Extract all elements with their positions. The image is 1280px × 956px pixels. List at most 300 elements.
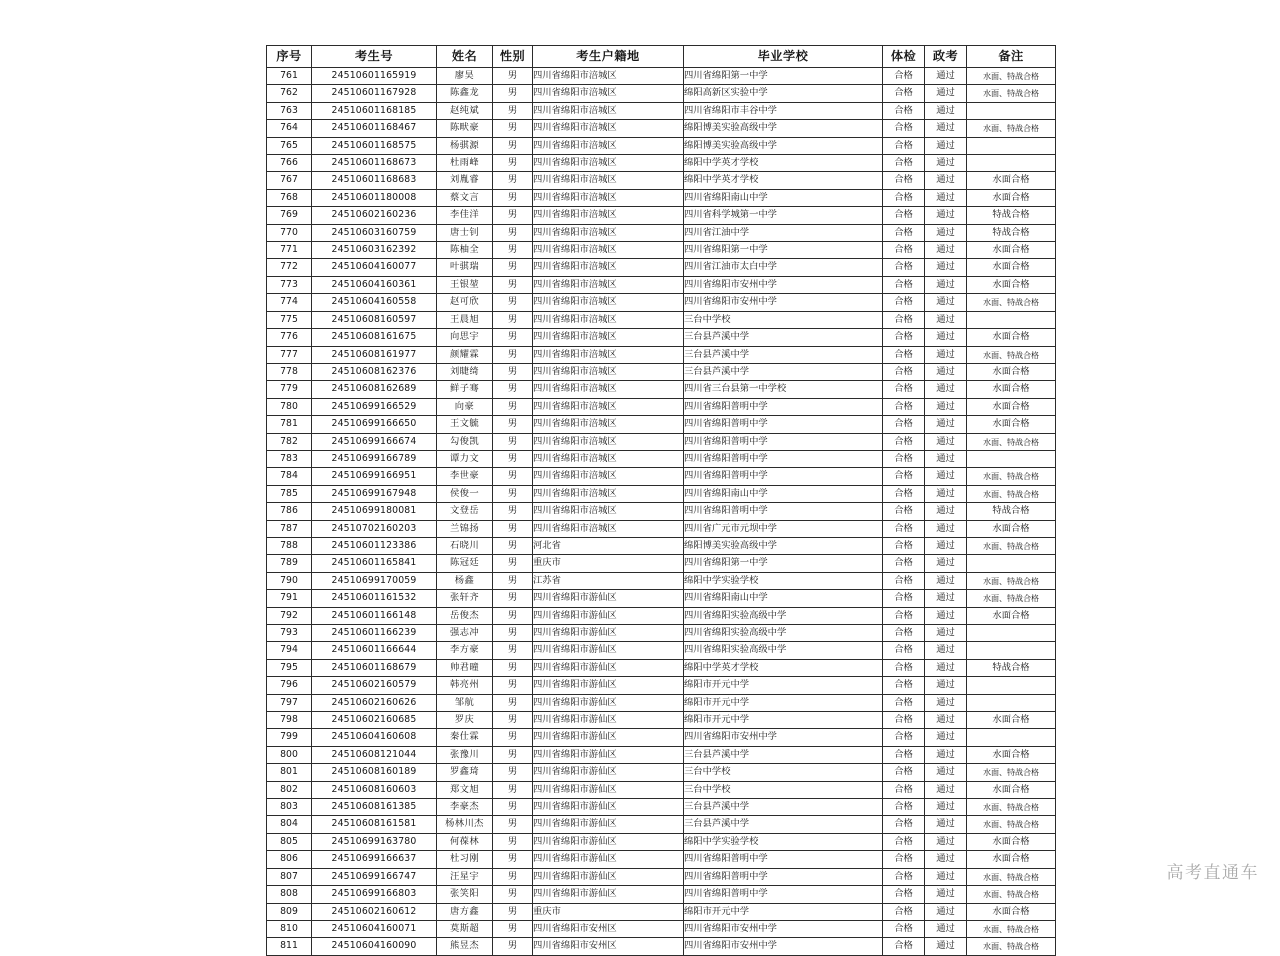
- cell-seq: 768: [267, 189, 312, 206]
- cell-domicile: 四川省绵阳市涪城区: [533, 242, 684, 259]
- cell-domicile: 四川省绵阳市安州区: [533, 920, 684, 937]
- table-row: [267, 363, 1056, 380]
- cell-remark: 水面、特战合格: [967, 799, 1056, 816]
- cell-name: 王银堃: [437, 276, 493, 293]
- cell-remark: 水面合格: [967, 172, 1056, 189]
- cell-school: 绵阳中学英才学校: [684, 155, 883, 172]
- cell-gender: 男: [493, 416, 533, 433]
- cell-seq: 801: [267, 764, 312, 781]
- cell-school: 四川省江油市太白中学: [684, 259, 883, 276]
- table-row: [267, 625, 1056, 642]
- cell-domicile: 四川省绵阳市游仙区: [533, 712, 684, 729]
- cell-domicile: 四川省绵阳市涪城区: [533, 276, 684, 293]
- cell-exam_no: 24510603160759: [312, 224, 437, 241]
- cell-name: 陈柚全: [437, 242, 493, 259]
- cell-domicile: 四川省绵阳市涪城区: [533, 468, 684, 485]
- cell-gender: 男: [493, 85, 533, 102]
- table-row: [267, 816, 1056, 833]
- column-header-physical: 体检: [883, 46, 925, 68]
- cell-name: 莫斯超: [437, 920, 493, 937]
- cell-exam_no: 24510604160071: [312, 920, 437, 937]
- cell-political: 通过: [925, 363, 967, 380]
- cell-name: 杜雨峰: [437, 155, 493, 172]
- cell-exam_no: 24510699170059: [312, 572, 437, 589]
- cell-school: 四川省绵阳南山中学: [684, 485, 883, 502]
- cell-exam_no: 24510602160685: [312, 712, 437, 729]
- cell-school: 绵阳市开元中学: [684, 677, 883, 694]
- cell-remark: 水面合格: [967, 363, 1056, 380]
- cell-physical: 合格: [883, 155, 925, 172]
- cell-gender: 男: [493, 572, 533, 589]
- cell-political: 通过: [925, 242, 967, 259]
- cell-name: 韩亮州: [437, 677, 493, 694]
- table-row: [267, 155, 1056, 172]
- cell-name: 蔡文言: [437, 189, 493, 206]
- cell-physical: 合格: [883, 642, 925, 659]
- cell-physical: 合格: [883, 468, 925, 485]
- cell-seq: 807: [267, 868, 312, 885]
- table-row: [267, 311, 1056, 328]
- cell-gender: 男: [493, 276, 533, 293]
- cell-exam_no: 24510608162689: [312, 381, 437, 398]
- cell-domicile: 四川省绵阳市游仙区: [533, 799, 684, 816]
- cell-school: 绵阳博美实验高级中学: [684, 137, 883, 154]
- cell-physical: 合格: [883, 729, 925, 746]
- cell-physical: 合格: [883, 920, 925, 937]
- table-row: [267, 659, 1056, 676]
- cell-exam_no: 24510608160189: [312, 764, 437, 781]
- cell-physical: 合格: [883, 137, 925, 154]
- cell-physical: 合格: [883, 590, 925, 607]
- cell-school: 四川省绵阳市安州中学: [684, 729, 883, 746]
- cell-political: 通过: [925, 938, 967, 955]
- cell-gender: 男: [493, 833, 533, 850]
- cell-seq: 803: [267, 799, 312, 816]
- cell-name: 向豪: [437, 398, 493, 415]
- cell-seq: 800: [267, 746, 312, 763]
- cell-political: 通过: [925, 259, 967, 276]
- table-row: [267, 189, 1056, 206]
- cell-remark: 水面合格: [967, 607, 1056, 624]
- cell-gender: 男: [493, 102, 533, 119]
- cell-political: 通过: [925, 102, 967, 119]
- cell-remark: 水面合格: [967, 398, 1056, 415]
- cell-physical: 合格: [883, 485, 925, 502]
- cell-political: 通过: [925, 642, 967, 659]
- cell-school: 绵阳中学实验学校: [684, 572, 883, 589]
- cell-political: 通过: [925, 503, 967, 520]
- cell-remark: 水面合格: [967, 520, 1056, 537]
- cell-school: 四川省绵阳普明中学: [684, 886, 883, 903]
- cell-seq: 796: [267, 677, 312, 694]
- cell-remark: [967, 102, 1056, 119]
- cell-seq: 802: [267, 781, 312, 798]
- cell-domicile: 四川省绵阳市涪城区: [533, 120, 684, 137]
- column-header-name: 姓名: [437, 46, 493, 68]
- cell-domicile: 四川省绵阳市涪城区: [533, 137, 684, 154]
- cell-domicile: 四川省绵阳市涪城区: [533, 503, 684, 520]
- cell-name: 王文毓: [437, 416, 493, 433]
- column-header-seq: 序号: [267, 46, 312, 68]
- cell-physical: 合格: [883, 537, 925, 554]
- cell-gender: 男: [493, 746, 533, 763]
- cell-name: 帅君曈: [437, 659, 493, 676]
- cell-domicile: 四川省绵阳市涪城区: [533, 311, 684, 328]
- cell-domicile: 四川省绵阳市涪城区: [533, 85, 684, 102]
- cell-exam_no: 24510699166529: [312, 398, 437, 415]
- cell-gender: 男: [493, 207, 533, 224]
- cell-remark: [967, 694, 1056, 711]
- cell-physical: 合格: [883, 311, 925, 328]
- cell-school: 四川省绵阳普明中学: [684, 398, 883, 415]
- cell-school: 绵阳中学英才学校: [684, 172, 883, 189]
- column-header-domicile: 考生户籍地: [533, 46, 684, 68]
- cell-political: 通过: [925, 833, 967, 850]
- cell-political: 通过: [925, 764, 967, 781]
- table-row: [267, 224, 1056, 241]
- cell-physical: 合格: [883, 329, 925, 346]
- table-row: [267, 329, 1056, 346]
- cell-physical: 合格: [883, 781, 925, 798]
- cell-physical: 合格: [883, 381, 925, 398]
- cell-remark: 水面、特战合格: [967, 537, 1056, 554]
- cell-name: 张笑阳: [437, 886, 493, 903]
- table-row: [267, 468, 1056, 485]
- cell-remark: 水面、特战合格: [967, 572, 1056, 589]
- cell-remark: [967, 555, 1056, 572]
- cell-domicile: 四川省绵阳市游仙区: [533, 694, 684, 711]
- cell-physical: 合格: [883, 625, 925, 642]
- cell-political: 通过: [925, 346, 967, 363]
- table-row: [267, 381, 1056, 398]
- cell-school: 绵阳高新区实验中学: [684, 85, 883, 102]
- cell-name: 杨林川杰: [437, 816, 493, 833]
- table-row: [267, 503, 1056, 520]
- cell-name: 赵可欣: [437, 294, 493, 311]
- table-row: [267, 642, 1056, 659]
- cell-political: 通过: [925, 537, 967, 554]
- cell-domicile: 四川省绵阳市游仙区: [533, 833, 684, 850]
- cell-name: 陈冠廷: [437, 555, 493, 572]
- cell-remark: 特战合格: [967, 207, 1056, 224]
- cell-seq: 791: [267, 590, 312, 607]
- column-header-gender: 性别: [493, 46, 533, 68]
- cell-school: 绵阳博美实验高级中学: [684, 537, 883, 554]
- table-row: [267, 572, 1056, 589]
- cell-school: 四川省绵阳市安州中学: [684, 920, 883, 937]
- cell-seq: 771: [267, 242, 312, 259]
- cell-school: 四川省绵阳普明中学: [684, 868, 883, 885]
- cell-remark: 水面、特战合格: [967, 485, 1056, 502]
- cell-remark: 水面、特战合格: [967, 816, 1056, 833]
- cell-exam_no: 24510601168575: [312, 137, 437, 154]
- watermark-text: 高考直通车: [1166, 863, 1259, 883]
- cell-name: 侯俊一: [437, 485, 493, 502]
- cell-remark: [967, 450, 1056, 467]
- cell-seq: 798: [267, 712, 312, 729]
- table-row: [267, 294, 1056, 311]
- cell-gender: 男: [493, 329, 533, 346]
- cell-name: 罗庆: [437, 712, 493, 729]
- cell-name: 刘胤睿: [437, 172, 493, 189]
- column-header-school: 毕业学校: [684, 46, 883, 68]
- cell-domicile: 四川省绵阳市游仙区: [533, 590, 684, 607]
- cell-domicile: 四川省绵阳市涪城区: [533, 155, 684, 172]
- cell-domicile: 四川省绵阳市涪城区: [533, 189, 684, 206]
- cell-exam_no: 24510608121044: [312, 746, 437, 763]
- cell-political: 通过: [925, 468, 967, 485]
- cell-remark: 水面、特战合格: [967, 920, 1056, 937]
- cell-gender: 男: [493, 311, 533, 328]
- cell-remark: 水面合格: [967, 746, 1056, 763]
- cell-domicile: 四川省绵阳市游仙区: [533, 659, 684, 676]
- cell-seq: 804: [267, 816, 312, 833]
- cell-school: 三台县芦溪中学: [684, 816, 883, 833]
- table-row: [267, 903, 1056, 920]
- cell-gender: 男: [493, 503, 533, 520]
- cell-remark: 水面、特战合格: [967, 868, 1056, 885]
- cell-physical: 合格: [883, 712, 925, 729]
- cell-school: 四川省绵阳普明中学: [684, 450, 883, 467]
- cell-political: 通过: [925, 659, 967, 676]
- cell-name: 杨骐源: [437, 137, 493, 154]
- cell-political: 通过: [925, 85, 967, 102]
- cell-domicile: 四川省绵阳市游仙区: [533, 677, 684, 694]
- table-row: [267, 537, 1056, 554]
- candidate-roster-table: [266, 45, 1056, 956]
- cell-physical: 合格: [883, 572, 925, 589]
- cell-seq: 794: [267, 642, 312, 659]
- cell-gender: 男: [493, 938, 533, 955]
- cell-name: 兰锦扬: [437, 520, 493, 537]
- cell-school: 绵阳中学实验学校: [684, 833, 883, 850]
- cell-gender: 男: [493, 485, 533, 502]
- cell-seq: 775: [267, 311, 312, 328]
- cell-political: 通过: [925, 677, 967, 694]
- table-row: [267, 68, 1056, 85]
- cell-physical: 合格: [883, 224, 925, 241]
- cell-exam_no: 24510602160612: [312, 903, 437, 920]
- cell-physical: 合格: [883, 677, 925, 694]
- table-row: [267, 85, 1056, 102]
- cell-name: 向思宇: [437, 329, 493, 346]
- table-row: [267, 851, 1056, 868]
- cell-physical: 合格: [883, 503, 925, 520]
- cell-name: 颜耀霖: [437, 346, 493, 363]
- table-row: [267, 590, 1056, 607]
- cell-domicile: 河北省: [533, 537, 684, 554]
- table-row: [267, 677, 1056, 694]
- cell-name: 刘睫绮: [437, 363, 493, 380]
- cell-school: 四川省绵阳市安州中学: [684, 294, 883, 311]
- cell-gender: 男: [493, 433, 533, 450]
- cell-school: 四川省绵阳南山中学: [684, 590, 883, 607]
- cell-exam_no: 24510604160077: [312, 259, 437, 276]
- cell-domicile: 重庆市: [533, 555, 684, 572]
- cell-domicile: 四川省绵阳市游仙区: [533, 642, 684, 659]
- cell-school: 三台县芦溪中学: [684, 363, 883, 380]
- cell-seq: 810: [267, 920, 312, 937]
- cell-gender: 男: [493, 694, 533, 711]
- table-row: [267, 555, 1056, 572]
- cell-school: 四川省绵阳普明中学: [684, 851, 883, 868]
- cell-school: 三台县芦溪中学: [684, 329, 883, 346]
- cell-political: 通过: [925, 207, 967, 224]
- cell-political: 通过: [925, 137, 967, 154]
- cell-school: 四川省绵阳南山中学: [684, 189, 883, 206]
- cell-political: 通过: [925, 694, 967, 711]
- cell-name: 陈鑫龙: [437, 85, 493, 102]
- cell-gender: 男: [493, 224, 533, 241]
- cell-name: 熊昱杰: [437, 938, 493, 955]
- cell-political: 通过: [925, 868, 967, 885]
- cell-exam_no: 24510601161532: [312, 590, 437, 607]
- cell-seq: 765: [267, 137, 312, 154]
- cell-remark: 水面合格: [967, 276, 1056, 293]
- cell-seq: 772: [267, 259, 312, 276]
- cell-physical: 合格: [883, 242, 925, 259]
- cell-seq: 782: [267, 433, 312, 450]
- cell-domicile: 四川省绵阳市游仙区: [533, 729, 684, 746]
- cell-domicile: 四川省绵阳市涪城区: [533, 381, 684, 398]
- cell-physical: 合格: [883, 102, 925, 119]
- cell-exam_no: 24510601168185: [312, 102, 437, 119]
- cell-physical: 合格: [883, 694, 925, 711]
- cell-seq: 811: [267, 938, 312, 955]
- cell-name: 唐士钊: [437, 224, 493, 241]
- cell-exam_no: 24510601166148: [312, 607, 437, 624]
- cell-exam_no: 24510601168679: [312, 659, 437, 676]
- cell-physical: 合格: [883, 886, 925, 903]
- cell-school: 四川省绵阳第一中学: [684, 68, 883, 85]
- cell-seq: 808: [267, 886, 312, 903]
- cell-political: 通过: [925, 816, 967, 833]
- cell-remark: 水面、特战合格: [967, 120, 1056, 137]
- cell-exam_no: 24510601165841: [312, 555, 437, 572]
- cell-seq: 767: [267, 172, 312, 189]
- cell-name: 秦仕霖: [437, 729, 493, 746]
- cell-gender: 男: [493, 450, 533, 467]
- cell-political: 通过: [925, 450, 967, 467]
- table-header-row: [267, 46, 1056, 68]
- cell-gender: 男: [493, 468, 533, 485]
- cell-physical: 合格: [883, 816, 925, 833]
- cell-school: 绵阳市开元中学: [684, 694, 883, 711]
- cell-gender: 男: [493, 120, 533, 137]
- cell-seq: 806: [267, 851, 312, 868]
- cell-domicile: 四川省绵阳市涪城区: [533, 329, 684, 346]
- cell-domicile: 四川省绵阳市涪城区: [533, 294, 684, 311]
- cell-seq: 770: [267, 224, 312, 241]
- cell-physical: 合格: [883, 276, 925, 293]
- cell-physical: 合格: [883, 555, 925, 572]
- cell-seq: 777: [267, 346, 312, 363]
- cell-domicile: 重庆市: [533, 903, 684, 920]
- table-row: [267, 137, 1056, 154]
- column-header-remark: 备注: [967, 46, 1056, 68]
- cell-seq: 774: [267, 294, 312, 311]
- cell-physical: 合格: [883, 851, 925, 868]
- cell-remark: 水面、特战合格: [967, 346, 1056, 363]
- cell-political: 通过: [925, 68, 967, 85]
- cell-exam_no: 24510601123386: [312, 537, 437, 554]
- cell-domicile: 四川省绵阳市涪城区: [533, 259, 684, 276]
- cell-physical: 合格: [883, 363, 925, 380]
- cell-gender: 男: [493, 625, 533, 642]
- cell-school: 四川省广元市元坝中学: [684, 520, 883, 537]
- cell-domicile: 四川省绵阳市涪城区: [533, 433, 684, 450]
- cell-name: 李方豪: [437, 642, 493, 659]
- cell-domicile: 四川省绵阳市涪城区: [533, 450, 684, 467]
- cell-political: 通过: [925, 329, 967, 346]
- cell-gender: 男: [493, 607, 533, 624]
- cell-physical: 合格: [883, 833, 925, 850]
- cell-physical: 合格: [883, 398, 925, 415]
- cell-name: 李世豪: [437, 468, 493, 485]
- cell-school: 绵阳中学英才学校: [684, 659, 883, 676]
- cell-school: 三台县芦溪中学: [684, 346, 883, 363]
- cell-exam_no: 24510699166789: [312, 450, 437, 467]
- table-row: [267, 346, 1056, 363]
- table-row: [267, 920, 1056, 937]
- cell-political: 通过: [925, 903, 967, 920]
- cell-exam_no: 24510699166674: [312, 433, 437, 450]
- table-row: [267, 433, 1056, 450]
- table-row: [267, 694, 1056, 711]
- table-row: [267, 485, 1056, 502]
- cell-name: 郑文旭: [437, 781, 493, 798]
- cell-school: 四川省绵阳实验高级中学: [684, 625, 883, 642]
- cell-gender: 男: [493, 137, 533, 154]
- table-row: [267, 398, 1056, 415]
- cell-seq: 792: [267, 607, 312, 624]
- cell-seq: 783: [267, 450, 312, 467]
- cell-physical: 合格: [883, 938, 925, 955]
- cell-domicile: 四川省绵阳市游仙区: [533, 851, 684, 868]
- cell-exam_no: 24510608161385: [312, 799, 437, 816]
- cell-physical: 合格: [883, 746, 925, 763]
- table-header: [267, 46, 1056, 68]
- cell-physical: 合格: [883, 799, 925, 816]
- cell-political: 通过: [925, 920, 967, 937]
- cell-domicile: 四川省绵阳市涪城区: [533, 485, 684, 502]
- cell-physical: 合格: [883, 120, 925, 137]
- cell-exam_no: 24510601168467: [312, 120, 437, 137]
- cell-remark: 水面合格: [967, 712, 1056, 729]
- cell-name: 陈畎豪: [437, 120, 493, 137]
- cell-seq: 799: [267, 729, 312, 746]
- cell-name: 王晨旭: [437, 311, 493, 328]
- cell-name: 李豪杰: [437, 799, 493, 816]
- cell-remark: [967, 311, 1056, 328]
- cell-seq: 779: [267, 381, 312, 398]
- cell-domicile: 四川省绵阳市游仙区: [533, 781, 684, 798]
- cell-school: 四川省绵阳实验高级中学: [684, 607, 883, 624]
- cell-physical: 合格: [883, 346, 925, 363]
- cell-school: 四川省绵阳实验高级中学: [684, 642, 883, 659]
- cell-remark: 特战合格: [967, 659, 1056, 676]
- cell-exam_no: 24510699166650: [312, 416, 437, 433]
- cell-gender: 男: [493, 242, 533, 259]
- cell-name: 文登岳: [437, 503, 493, 520]
- table-row: [267, 799, 1056, 816]
- cell-remark: [967, 137, 1056, 154]
- table-row: [267, 450, 1056, 467]
- cell-exam_no: 24510702160203: [312, 520, 437, 537]
- cell-political: 通过: [925, 729, 967, 746]
- cell-school: 四川省绵阳普明中学: [684, 416, 883, 433]
- cell-remark: [967, 677, 1056, 694]
